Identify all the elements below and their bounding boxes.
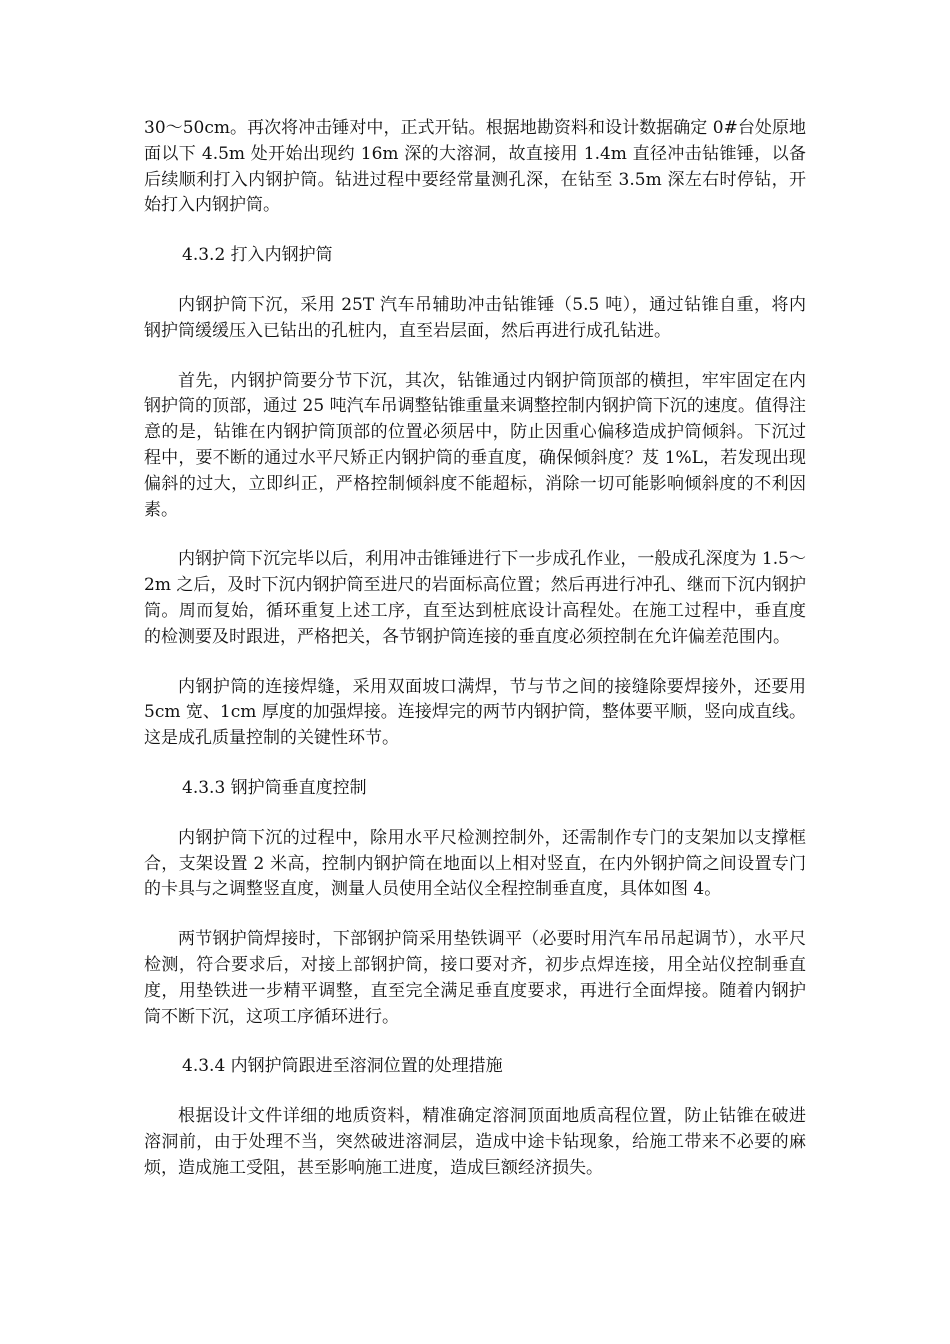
paragraph: 首先，内钢护筒要分节下沉，其次，钻锥通过内钢护筒顶部的横担，牢牢固定在内钢护筒的顶部，通过 25 吨汽车吊调整钻锥重量来调整控制内钢护筒下沉的速度。值得注意的是，钻锥在内钢护筒顶部的位置必须居中，防止因重心偏移造成护筒倾斜。下沉过程中，要不断的通过水平尺矫正内钢护筒的垂直度，确保倾斜度？芨 1%L，若发现出现偏斜的过大，立即纠正，严格控制倾斜度不能超标，消除一切可能影响倾斜度的不利因素。 bbox=[144, 370, 806, 520]
paragraph: 内钢护筒下沉完毕以后，利用冲击锥锤进行下一步成孔作业，一般成孔深度为 1.5～2m 之后，及时下沉内钢护筒至进尺的岩面标高位置；然后再进行冲孔、继而下沉内钢护筒。周而复始，循环重复上述工序，直至达到桩底设计高程处。在施工过程中，垂直度的检测要及时跟进，严格把关，各节钢护筒连接的垂直度必须控制在允许偏差范围内。 bbox=[144, 549, 806, 647]
paragraph: 根据设计文件详细的地质资料，精准确定溶洞顶面地质高程位置，防止钻锥在破进溶洞前，由于处理不当，突然破进溶洞层，造成中途卡钻现象，给施工带来不必要的麻烦，造成施工受阻，甚至影响施工进度，造成巨额经济损失。 bbox=[144, 1106, 806, 1178]
section-heading-4-3-4: 4.3.4 内钢护筒跟进至溶洞位置的处理措施 bbox=[182, 1056, 503, 1077]
document-body bbox=[144, 116, 806, 1206]
paragraph: 两节钢护筒焊接时，下部钢护筒采用垫铁调平（必要时用汽车吊吊起调节），水平尺检测，符合要求后，对接上部钢护筒，接口要对齐，初步点焊连接，用全站仪控制垂直度，用垫铁进一步精平调整，直至完全满足垂直度要求，再进行全面焊接。随着内钢护筒不断下沉，这项工序循环进行。 bbox=[144, 929, 806, 1027]
section-heading-4-3-3: 4.3.3 钢护筒垂直度控制 bbox=[182, 777, 367, 798]
paragraph: 内钢护筒下沉的过程中，除用水平尺检测控制外，还需制作专门的支架加以支撑框合，支架设置 2 米高，控制内钢护筒在地面以上相对竖直，在内外钢护筒之间设置专门的卡具与之调整竖直度，测量人员使用全站仪全程控制垂直度，具体如图 4。 bbox=[144, 827, 806, 900]
paragraph-continued: 30～50cm。再次将冲击锤对中，正式开钻。根据地勘资料和设计数据确定 0#台处原地面以下 4.5m 处开始出现约 16m 深的大溶洞，故直接用 1.4m 直径冲击钻锥锤，以备后续顺利打入内钢护筒。钻进过程中要经常量测孔深，在钻至 3.5m 深左右时停钻，开始打入内钢护筒。 bbox=[144, 118, 806, 216]
section-heading-4-3-2: 4.3.2 打入内钢护筒 bbox=[182, 245, 333, 266]
paragraph: 内钢护筒的连接焊缝，采用双面坡口满焊，节与节之间的接缝除要焊接外，还要用 5cm 宽、1cm 厚度的加强焊接。连接焊完的两节内钢护筒，整体要平顺，竖向成直线。这是成孔质量控制的关键性环节。 bbox=[144, 676, 806, 749]
paragraph: 内钢护筒下沉，采用 25T 汽车吊辅助冲击钻锥锤（5.5 吨），通过钻锥自重，将内钢护筒缓缓压入已钻出的孔桩内，直至岩层面，然后再进行成孔钻进。 bbox=[144, 294, 806, 341]
